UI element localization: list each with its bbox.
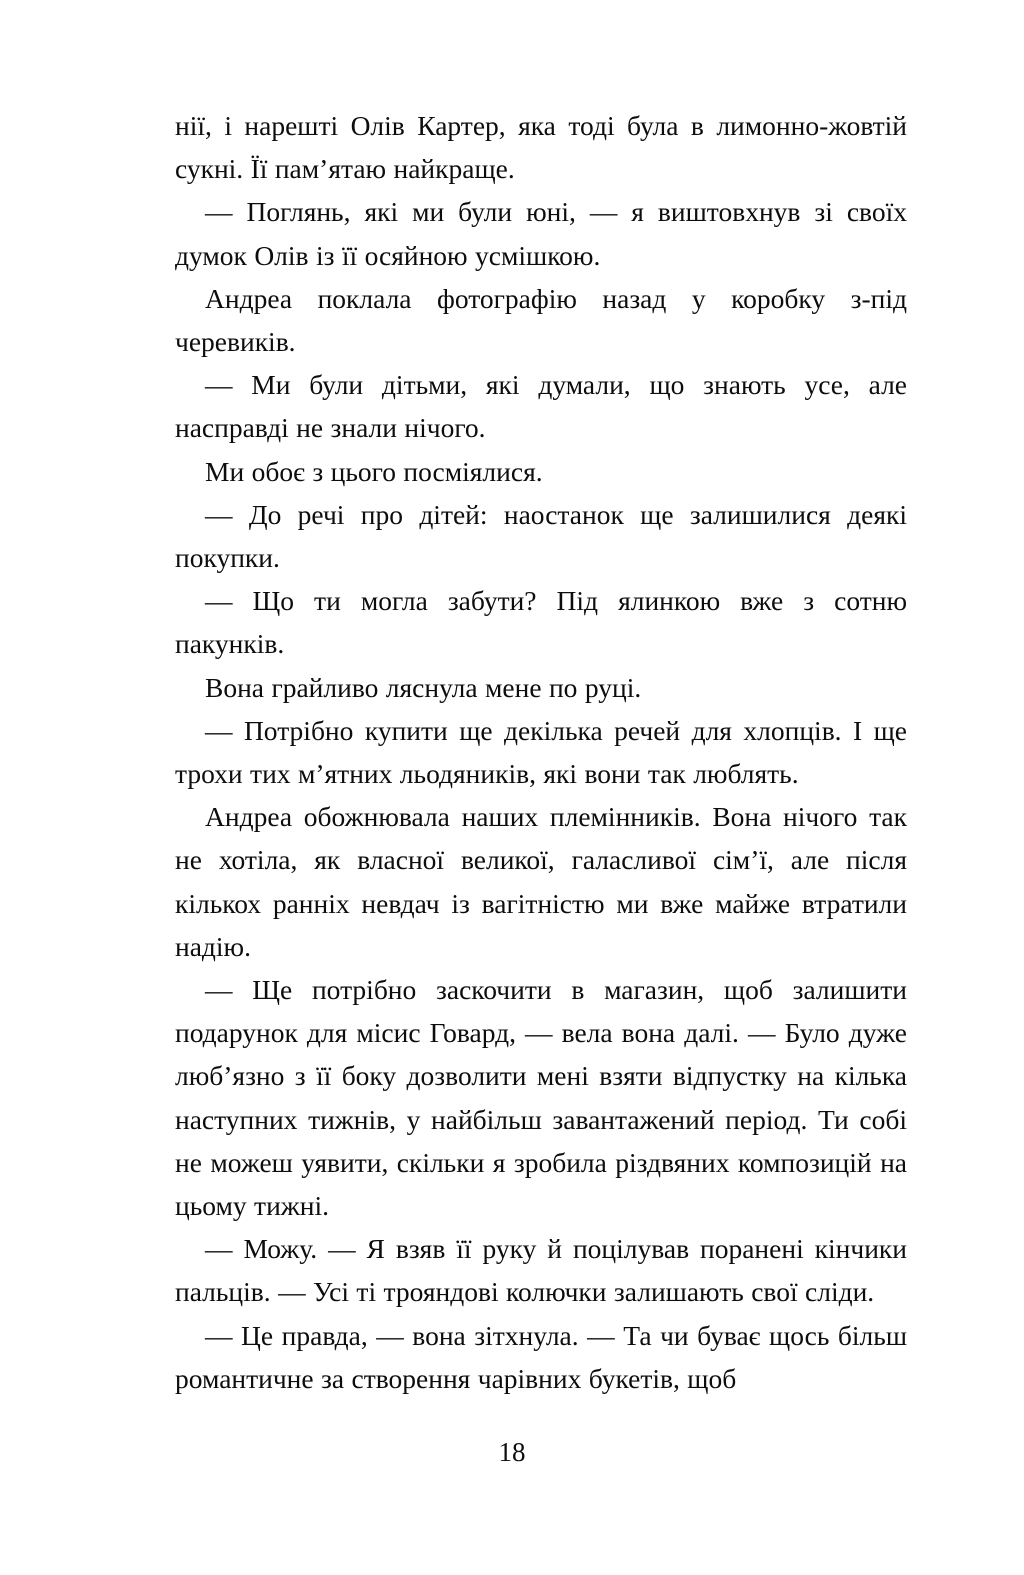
- paragraph: — Ми були дітьми, які думали, що знають усе, але насправді не знали нічого.: [175, 369, 907, 444]
- page-text-block: [175, 104, 907, 1400]
- paragraph: — Ще потрібно заскочити в магазин, щоб залишити подарунок для місис Говард, — вела вона далі. — Було дуже люб’язно з її боку дозволити мені взяти відпустку на кілька наступних тижнів, у найбільш завантажений період. Ти собі не можеш уявити, скільки я зробила різдвяних композицій на цьому тижні.: [175, 974, 907, 1222]
- paragraph: — Поглянь, які ми були юні, — я виштовхнув зі своїх думок Олів із її осяйною усмішкою.: [175, 196, 907, 271]
- paragraph: — Що ти могла забути? Під ялинкою вже з сотню пакунків.: [175, 585, 907, 660]
- paragraph: Вона грайливо ляснула мене по руці.: [205, 671, 642, 703]
- paragraph: — Можу. — Я взяв її руку й поцілував поранені кінчики пальців. — Усі ті трояндові колючки залишають свої сліди.: [175, 1233, 907, 1308]
- paragraph: Андреа обожнювала наших племінників. Вона нічого так не хотіла, як власної великої, галасливої сім’ї, але після кількох ранніх невдач із вагітністю ми вже майже втратили надію.: [175, 801, 907, 962]
- page-number: 18: [498, 1437, 526, 1467]
- paragraph: — Це правда, — вона зітхнула. — Та чи буває щось більш романтичне за створення чарівних букетів, щоб: [175, 1319, 907, 1394]
- paragraph: нії, і нарешті Олів Картер, яка тоді була в лимонно-жовтій сукні. Її пам’ятаю найкраще.: [175, 110, 907, 185]
- paragraph: Ми обоє з цього посміялися.: [205, 455, 543, 487]
- paragraph: — До речі про дітей: наостанок ще залишилися деякі покупки.: [175, 498, 907, 574]
- paragraph: Андреа поклала фотографію назад у коробку з-під черевиків.: [175, 282, 907, 358]
- paragraph: — Потрібно купити ще декілька речей для хлопців. І ще трохи тих м’ятних льодяників, які вони так люблять.: [175, 714, 907, 790]
